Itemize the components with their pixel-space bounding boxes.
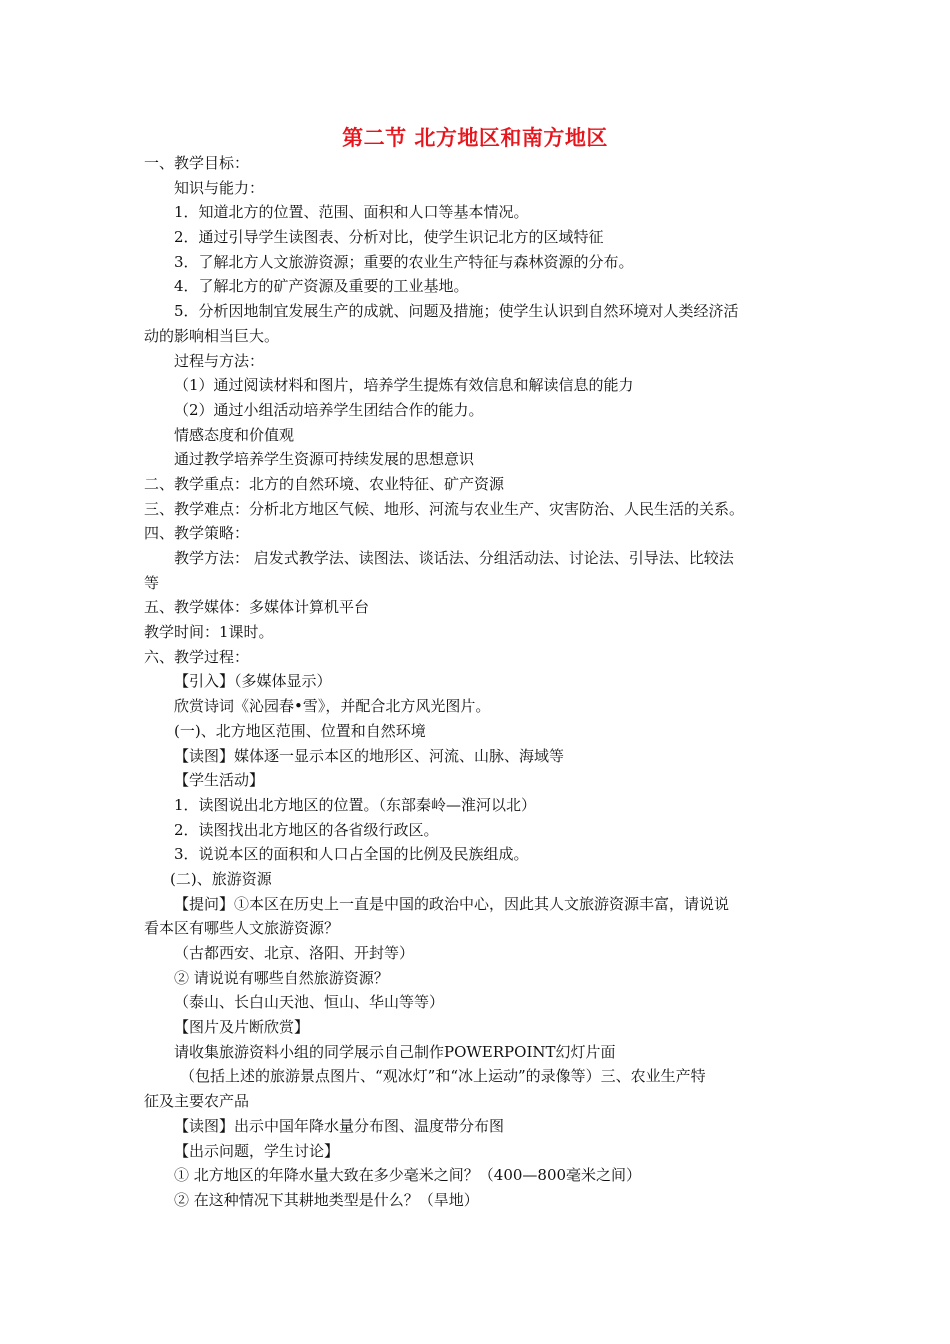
document-body	[144, 151, 812, 1213]
text-line: 【读图】媒体逐一显示本区的地形区、河流、山脉、海域等	[174, 746, 565, 765]
text-line: 【图片及片断欣赏】	[174, 1018, 310, 1037]
text-line: 征及主要农产品	[144, 1092, 250, 1111]
text-line: （2）通过小组活动培养学生团结合作的能力。	[174, 400, 484, 419]
text-line: （泰山、长白山天池、恒山、华山等等）	[174, 993, 445, 1012]
text-line: 【学生活动】	[174, 771, 265, 790]
text-line: 3．说说本区的面积和人口占全国的比例及民族组成。	[174, 845, 529, 864]
text-line: 三、教学难点：分析北方地区气候、地形、河流与农业生产、灾害防治、人民生活的关系。	[144, 499, 745, 518]
text-line: ① 北方地区的年降水量大致在多少毫米之间？（400—800毫米之间）	[174, 1166, 642, 1185]
text-line: 3．了解北方人文旅游资源；重要的农业生产特征与森林资源的分布。	[174, 252, 634, 271]
text-line: ② 在这种情况下其耕地类型是什么？（旱地）	[174, 1190, 479, 1209]
text-line: 2．通过引导学生读图表、分析对比，使学生识记北方的区域特征	[174, 228, 604, 247]
text-line: ② 请说说有哪些自然旅游资源？	[174, 968, 389, 987]
text-line: 教学时间：1课时。	[144, 623, 274, 642]
text-line: 【读图】出示中国年降水量分布图、温度带分布图	[174, 1116, 505, 1135]
text-line: 2．读图找出北方地区的各省级行政区。	[174, 820, 439, 839]
text-line: （1）通过阅读材料和图片，培养学生提炼有效信息和解读信息的能力	[174, 376, 634, 395]
text-line: 过程与方法：	[174, 351, 265, 370]
document-title: 第二节 北方地区和南方地区	[342, 126, 608, 150]
text-line: 五、教学媒体：多媒体计算机平台	[144, 598, 370, 617]
text-line: 【出示问题，学生讨论】	[174, 1141, 340, 1160]
text-line: 【引入】（多媒体显示）	[174, 672, 332, 691]
text-line: (一)、北方地区范围、位置和自然环境	[174, 721, 426, 740]
text-line: 请收集旅游资料小组的同学展示自己制作POWERPOINT幻灯片面	[174, 1042, 616, 1061]
text-line: 1．读图说出北方地区的位置。（东部秦岭—淮河以北）	[174, 795, 537, 814]
text-line: 教学方法： 启发式教学法、读图法、谈话法、分组活动法、讨论法、引导法、比较法	[174, 549, 734, 567]
text-line: (二)、旅游资源	[170, 869, 272, 888]
text-line: 一、教学目标：	[144, 154, 250, 172]
text-line: 4．了解北方的矿产资源及重要的工业基地。	[174, 277, 469, 296]
text-line: 情感态度和价值观	[174, 425, 295, 444]
text-line: 等	[144, 573, 160, 592]
text-line: 四、教学策略：	[144, 524, 250, 543]
text-line: 知识与能力：	[174, 178, 265, 197]
text-line: 5．分析因地制宜发展生产的成就、问题及措施；使学生认识到自然环境对人类经济活	[174, 302, 739, 321]
text-line: （古都西安、北京、洛阳、开封等）	[174, 944, 415, 962]
text-line: 通过教学培养学生资源可持续发展的思想意识	[174, 450, 475, 469]
text-line: 欣赏诗词《沁园春•雪》，并配合北方风光图片。	[174, 697, 491, 716]
text-line: （包括上述的旅游景点图片、“观冰灯”和“冰上运动”的录像等）三、农业生产特	[180, 1067, 706, 1086]
text-line: 1．知道北方的位置、范围、面积和人口等基本情况。	[174, 203, 529, 222]
text-line: 【提问】①本区在历史上一直是中国的政治中心，因此其人文旅游资源丰富，请说说	[174, 894, 730, 913]
text-line: 看本区有哪些人文旅游资源？	[144, 919, 340, 938]
text-line: 动的影响相当巨大。	[144, 326, 280, 345]
text-line: 六、教学过程：	[144, 647, 250, 666]
text-line: 二、教学重点：北方的自然环境、农业特征、矿产资源	[144, 474, 505, 493]
